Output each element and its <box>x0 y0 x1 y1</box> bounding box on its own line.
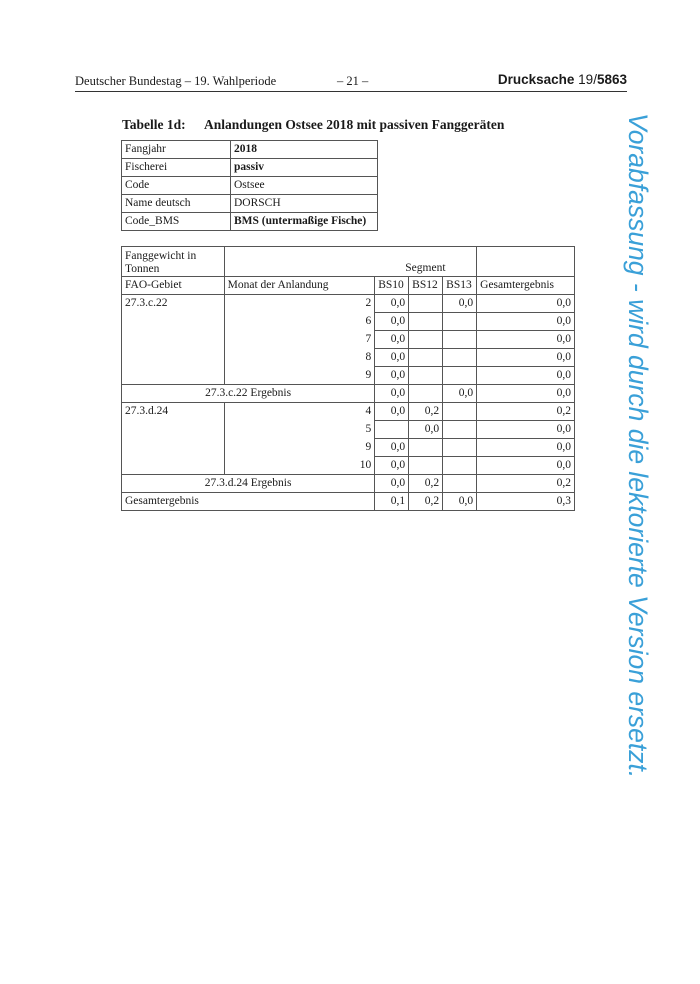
segment-header: Segment <box>375 247 477 277</box>
subtotal-row <box>122 385 575 403</box>
meta-key: Code_BMS <box>122 213 231 231</box>
meta-key: Code <box>122 177 231 195</box>
bs10-cell: 0,0 <box>375 295 409 313</box>
data-table <box>121 246 575 511</box>
bs10-cell: 0,0 <box>375 457 409 475</box>
bs12-cell <box>409 295 443 313</box>
table-row <box>122 367 575 385</box>
bs12-cell <box>409 457 443 475</box>
fao-cell <box>122 313 225 331</box>
total-header: Gesamtergebnis <box>477 277 575 295</box>
bs13-cell: 0,0 <box>443 493 477 511</box>
total-cell: 0,0 <box>477 367 575 385</box>
subtotal-row <box>122 475 575 493</box>
bs10-cell: 0,0 <box>375 403 409 421</box>
bs10-cell: 0,1 <box>375 493 409 511</box>
fao-cell: 27.3.c.22 <box>122 295 225 313</box>
meta-row <box>122 159 378 177</box>
total-cell: 0,0 <box>477 313 575 331</box>
bs13-cell <box>443 367 477 385</box>
bs12-cell <box>409 349 443 367</box>
header-row-2 <box>122 277 575 295</box>
header-rule <box>75 91 627 92</box>
table-row <box>122 439 575 457</box>
table-row <box>122 457 575 475</box>
bs10-cell: 0,0 <box>375 367 409 385</box>
table-row <box>122 313 575 331</box>
header-row-1 <box>122 247 575 277</box>
bs10-cell: 0,0 <box>375 385 409 403</box>
bs10-cell: 0,0 <box>375 475 409 493</box>
total-cell: 0,0 <box>477 457 575 475</box>
fao-cell <box>122 457 225 475</box>
table-row <box>122 403 575 421</box>
bs12-cell <box>409 313 443 331</box>
bs10-header: BS10 <box>375 277 409 295</box>
table-row <box>122 349 575 367</box>
bs10-cell <box>375 421 409 439</box>
table-row <box>122 295 575 313</box>
meta-key: Name deutsch <box>122 195 231 213</box>
meta-value: passiv <box>231 159 378 177</box>
bs13-cell <box>443 421 477 439</box>
page-number: – 21 – <box>337 74 369 88</box>
total-cell: 0,0 <box>477 439 575 457</box>
bs12-cell <box>409 385 443 403</box>
fao-cell: 27.3.d.24 <box>122 403 225 421</box>
meta-row <box>122 195 378 213</box>
bs13-cell <box>443 331 477 349</box>
bs10-cell: 0,0 <box>375 313 409 331</box>
bs12-cell: 0,0 <box>409 421 443 439</box>
grand-total-label: Gesamtergebnis <box>122 493 375 511</box>
month-cell: 10 <box>224 457 375 475</box>
bs12-cell <box>409 439 443 457</box>
bs10-cell: 0,0 <box>375 331 409 349</box>
meta-key: Fischerei <box>122 159 231 177</box>
month-cell: 7 <box>224 331 375 349</box>
weight-header: Fanggewicht in Tonnen <box>122 247 225 277</box>
meta-value: 2018 <box>231 141 378 159</box>
table-row <box>122 421 575 439</box>
meta-value: Ostsee <box>231 177 378 195</box>
meta-key: Fangjahr <box>122 141 231 159</box>
bs13-cell <box>443 349 477 367</box>
total-cell: 0,0 <box>477 331 575 349</box>
fao-cell <box>122 349 225 367</box>
bs12-cell: 0,2 <box>409 493 443 511</box>
total-cell: 0,3 <box>477 493 575 511</box>
bs12-cell: 0,2 <box>409 403 443 421</box>
total-cell: 0,0 <box>477 421 575 439</box>
bs13-cell: 0,0 <box>443 385 477 403</box>
bs13-cell: 0,0 <box>443 295 477 313</box>
table-caption: Anlandungen Ostsee 2018 mit passiven Fanggeräten <box>204 117 505 132</box>
subtotal-label: 27.3.d.24 Ergebnis <box>122 475 375 493</box>
draft-watermark: Vorabfassung - wird durch die lektorierte Version ersetzt. <box>623 113 653 779</box>
total-cell: 0,0 <box>477 349 575 367</box>
bs12-header: BS12 <box>409 277 443 295</box>
table-title <box>122 117 504 133</box>
month-cell: 8 <box>224 349 375 367</box>
total-cell: 0,0 <box>477 295 575 313</box>
meta-row <box>122 141 378 159</box>
bs12-cell <box>409 331 443 349</box>
bs10-cell: 0,0 <box>375 439 409 457</box>
document-number: Drucksache 19/5863 <box>497 72 627 87</box>
table-number: Tabelle 1d: <box>122 117 186 132</box>
bs13-cell <box>443 439 477 457</box>
table-row <box>122 331 575 349</box>
header-left: Deutscher Bundestag – 19. Wahlperiode <box>75 74 277 88</box>
month-cell: 6 <box>224 313 375 331</box>
month-cell: 4 <box>224 403 375 421</box>
month-cell: 2 <box>224 295 375 313</box>
fao-header: FAO-Gebiet <box>122 277 225 295</box>
bs13-cell <box>443 457 477 475</box>
meta-value: BMS (untermaßige Fische) <box>231 213 378 231</box>
meta-value: DORSCH <box>231 195 378 213</box>
total-cell: 0,2 <box>477 403 575 421</box>
month-header: Monat der Anlandung <box>224 277 375 295</box>
month-cell: 9 <box>224 367 375 385</box>
bs13-header: BS13 <box>443 277 477 295</box>
fao-cell <box>122 421 225 439</box>
page-header <box>75 72 627 90</box>
meta-table <box>121 140 378 231</box>
meta-row <box>122 213 378 231</box>
bs13-cell <box>443 475 477 493</box>
total-cell: 0,0 <box>477 385 575 403</box>
fao-cell <box>122 439 225 457</box>
subtotal-label: 27.3.c.22 Ergebnis <box>122 385 375 403</box>
bs13-cell <box>443 313 477 331</box>
bs13-cell <box>443 403 477 421</box>
bs12-cell <box>409 367 443 385</box>
bs12-cell: 0,2 <box>409 475 443 493</box>
total-cell: 0,2 <box>477 475 575 493</box>
month-cell: 9 <box>224 439 375 457</box>
fao-cell <box>122 331 225 349</box>
grand-total-row <box>122 493 575 511</box>
month-cell: 5 <box>224 421 375 439</box>
bs10-cell: 0,0 <box>375 349 409 367</box>
meta-row <box>122 177 378 195</box>
fao-cell <box>122 367 225 385</box>
